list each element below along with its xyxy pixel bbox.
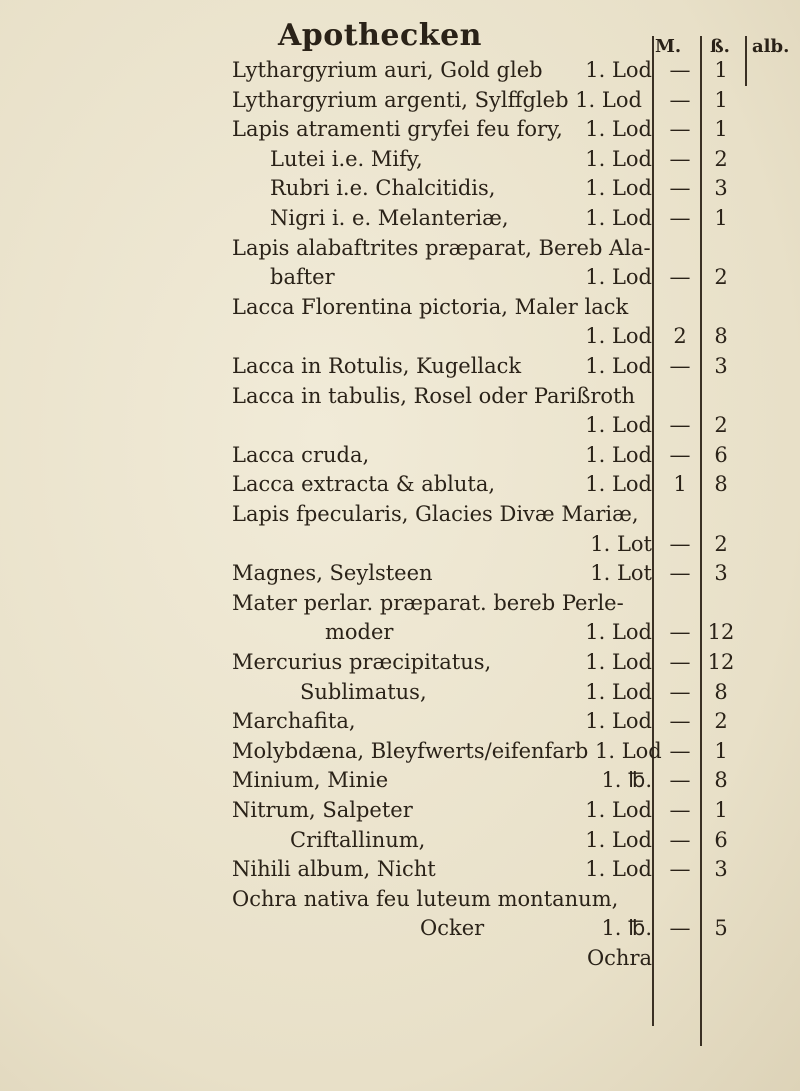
table-row	[0, 532, 800, 560]
table-row	[0, 650, 800, 678]
table-row	[0, 443, 800, 471]
item-unit: 1. ℔.	[601, 768, 652, 793]
column-header-s: ß.	[710, 36, 730, 57]
item-s-value: 2	[714, 531, 728, 556]
table-row	[0, 828, 800, 856]
item-m-value: 2	[673, 324, 687, 349]
item-s-value: 2	[714, 709, 728, 734]
item-m-value: —	[669, 916, 691, 941]
item-name: Criftallinum,	[290, 827, 426, 852]
table-row	[0, 502, 800, 530]
item-name: Lapis alabaftrites præparat, Bereb Ala-	[232, 235, 651, 260]
table-row	[0, 176, 800, 204]
item-name: Lacca cruda,	[232, 442, 370, 467]
item-unit: 1. Lot	[590, 561, 652, 586]
item-m-value: —	[669, 531, 691, 556]
item-m-value: —	[669, 798, 691, 822]
table-row	[0, 88, 800, 116]
item-s-value: 1	[714, 798, 728, 822]
item-s-value: 1	[714, 738, 728, 763]
item-s-value: 3	[714, 354, 728, 378]
table-row	[0, 206, 800, 234]
table-row	[0, 472, 800, 500]
item-m-value: —	[669, 709, 691, 734]
item-m-value: —	[669, 857, 691, 882]
column-header-alb: alb.	[752, 36, 790, 57]
table-row	[0, 117, 800, 145]
item-name: Ochra nativa feu luteum montanum,	[232, 886, 619, 911]
item-m-value: —	[669, 354, 691, 378]
item-m-value: —	[669, 768, 691, 793]
item-unit: 1. Lod	[585, 265, 652, 290]
item-m-value: 1	[673, 472, 687, 497]
item-s-value: 2	[714, 265, 728, 290]
item-name: Nigri i. e. Melanteriæ,	[270, 206, 509, 230]
item-unit: 1. Lod	[585, 709, 652, 734]
table-row	[0, 916, 800, 944]
item-m-value: —	[669, 620, 691, 645]
item-name: Lacca extracta & abluta,	[232, 472, 496, 497]
table-row	[0, 739, 800, 767]
item-unit: 1. Lod	[585, 620, 652, 645]
column-header-m: M.	[655, 36, 682, 57]
table-row	[0, 768, 800, 796]
item-unit: 1. Lod	[585, 413, 652, 438]
table-row	[0, 620, 800, 648]
item-unit: 1. Lod	[585, 176, 652, 201]
table-row	[0, 324, 800, 352]
table-row	[0, 591, 800, 619]
item-name: Sublimatus,	[300, 679, 427, 704]
item-unit: Ochra	[586, 946, 652, 970]
item-name: Nitrum, Salpeter	[232, 798, 413, 822]
item-unit: 1. Lod	[585, 324, 652, 349]
table-row	[0, 58, 800, 86]
table-row	[0, 384, 800, 412]
item-name: Ocker	[420, 916, 485, 941]
table-row	[0, 798, 800, 826]
item-unit: 1. Lot	[590, 531, 652, 556]
item-unit: 1. Lod	[585, 146, 652, 171]
item-name: Mater perlar. præparat. bereb Perle-	[232, 590, 624, 615]
item-s-value: 5	[714, 916, 728, 941]
item-unit: 1. Lod	[585, 354, 652, 378]
item-name: Lythargyrium argenti, Sylffgleb 1. Lod	[232, 87, 642, 112]
item-s-value: 12	[707, 650, 735, 674]
item-s-value: 6	[714, 827, 728, 852]
item-s-value: 8	[714, 768, 728, 793]
table-row	[0, 413, 800, 441]
item-s-value: 12	[707, 620, 735, 645]
item-unit: 1. Lod	[585, 857, 652, 882]
table-row	[0, 265, 800, 293]
item-s-value: 8	[714, 324, 728, 349]
item-name: Rubri i.e. Chalcitidis,	[270, 176, 496, 201]
item-s-value: 3	[714, 176, 728, 201]
item-s-value: 1	[714, 117, 728, 142]
table-row	[0, 857, 800, 885]
item-unit: 1. Lod	[585, 650, 652, 674]
item-name: Lacca in Rotulis, Kugellack	[232, 354, 522, 378]
item-name: Nihili album, Nicht	[232, 857, 436, 882]
item-m-value: —	[669, 117, 691, 142]
item-name: bafter	[270, 265, 335, 290]
item-s-value: 1	[714, 58, 728, 82]
item-s-value: 2	[714, 413, 728, 438]
item-m-value: —	[669, 413, 691, 438]
item-name: Marchafita,	[232, 709, 356, 734]
table-row	[0, 236, 800, 264]
item-unit: 1. ℔.	[601, 916, 652, 941]
item-name: Lapis atramenti gryfei feu fory,	[232, 117, 563, 142]
item-unit: 1. Lod	[585, 798, 652, 822]
item-s-value: 1	[714, 206, 728, 230]
item-unit: 1. Lod	[585, 827, 652, 852]
table-row	[0, 295, 800, 323]
item-name: Lapis fpecularis, Glacies Divæ Mariæ,	[232, 502, 639, 526]
table-row	[0, 887, 800, 915]
item-m-value: —	[669, 176, 691, 201]
page-heading: Apothecken	[278, 18, 482, 53]
item-unit: 1. Lod	[585, 117, 652, 142]
item-name: Lythargyrium auri, Gold gleb	[232, 58, 543, 82]
table-row	[0, 147, 800, 175]
item-m-value: —	[669, 738, 691, 763]
item-s-value: 8	[714, 472, 728, 497]
item-name: moder	[325, 620, 394, 645]
table-row	[0, 946, 800, 974]
item-unit: 1. Lod	[585, 472, 652, 497]
item-m-value: —	[669, 650, 691, 674]
item-s-value: 1	[714, 87, 728, 112]
item-name: Molybdæna, Bleyfwerts/eifenfarb 1. Lod	[232, 738, 662, 763]
item-name: Lutei i.e. Mify,	[270, 146, 423, 171]
item-name: Lacca Florentina pictoria, Maler lack	[232, 294, 629, 319]
item-s-value: 2	[714, 146, 728, 171]
item-m-value: —	[669, 146, 691, 171]
item-m-value: —	[669, 265, 691, 290]
table-row	[0, 354, 800, 382]
item-s-value: 6	[714, 442, 728, 467]
item-name: Mercurius præcipitatus,	[232, 650, 492, 674]
item-unit: 1. Lod	[585, 442, 652, 467]
item-s-value: 3	[714, 857, 728, 882]
table-row	[0, 561, 800, 589]
item-unit: 1. Lod	[585, 58, 652, 82]
item-m-value: —	[669, 561, 691, 586]
item-name: Minium, Minie	[232, 768, 389, 793]
item-m-value: —	[669, 679, 691, 704]
item-name: Magnes, Seylsteen	[232, 561, 433, 586]
item-s-value: 8	[714, 679, 728, 704]
table-row	[0, 680, 800, 708]
table-row	[0, 709, 800, 737]
item-s-value: 3	[714, 561, 728, 586]
item-m-value: —	[669, 87, 691, 112]
item-name: Lacca in tabulis, Rosel oder Parißroth	[232, 383, 635, 408]
item-m-value: —	[669, 206, 691, 230]
item-unit: 1. Lod	[585, 206, 652, 230]
item-m-value: —	[669, 442, 691, 467]
item-m-value: —	[669, 827, 691, 852]
item-m-value: —	[669, 58, 691, 82]
item-unit: 1. Lod	[585, 679, 652, 704]
